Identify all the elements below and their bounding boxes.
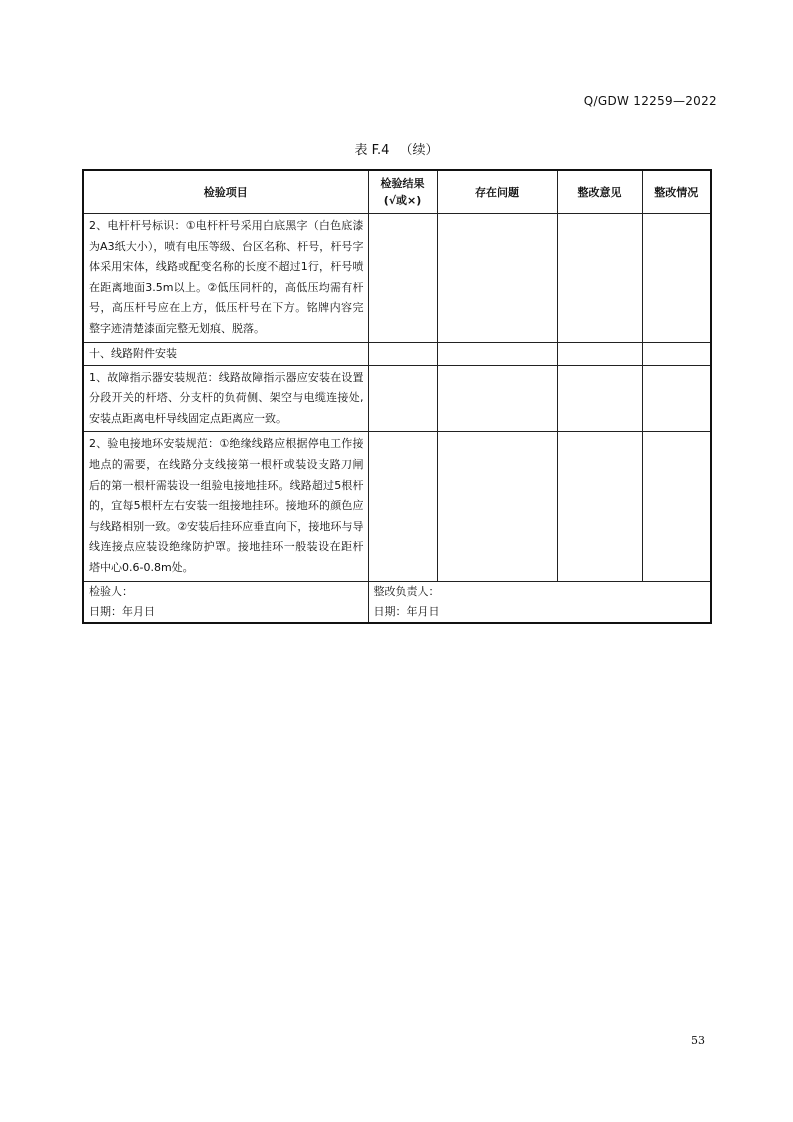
status-cell: [642, 214, 711, 343]
header-item: 检验项目: [83, 170, 368, 214]
item-text: 1、故障指示器安装规范：线路故障指示器应安装在设置分段开关的杆塔、分支杆的负荷侧、架空与电缆连接处,安装点距离电杆导线固定点距离应一致。: [89, 370, 364, 425]
item-text: 2、验电接地环安装规范：①绝缘线路应根据停电工作接地点的需要，在线路分支线接第一根杆或装设支路刀闸后的第一根杆需装设一组验电接地挂环。线路超过5根杆的，宜每5根杆左右安装一组接地挂环。接地环的颜色应与线路相别一致。②安装后挂环应垂直向下，接地环与导线连接点应装设绝缘防护罩。接地挂环一般装设在距杆塔中心0.6-0.8m处。: [89, 437, 364, 574]
rectifier-label: 整改负责人：: [373, 584, 440, 598]
header-opinion: 整改意见: [557, 170, 642, 214]
opinion-cell: [557, 342, 642, 365]
table-header-row: [83, 170, 711, 214]
status-cell: [642, 365, 711, 432]
item-text: 2、电杆杆号标识：①电杆杆号采用白底黑字（白色底漆为A3纸大小），喷有电压等级、台区名称、杆号，杆号字体采用宋体，线路或配变名称的长度不超过1行，杆号喷在距离地面3.5m以上。②低压同杆的，高低压均需有杆号，高压杆号应在上方，低压杆号在下方。铭牌内容完整字迹清楚漆面完整无划痕、脱落。: [89, 219, 364, 335]
header-problem: 存在问题: [437, 170, 557, 214]
inspection-table: [82, 169, 712, 624]
section-cell: [83, 342, 368, 365]
page-number: 53: [691, 1034, 705, 1047]
inspector-signature-cell: [83, 581, 368, 623]
signature-row: [83, 581, 711, 623]
rectifier-signature-cell: [368, 581, 711, 623]
result-cell: [368, 342, 437, 365]
header-result-line2: (√或×): [383, 194, 422, 207]
status-cell: [642, 432, 711, 581]
opinion-cell: [557, 365, 642, 432]
table-title-continued: （续）: [399, 143, 439, 158]
section-row: [83, 342, 711, 365]
header-result: [368, 170, 437, 214]
header-result-line1: 检验结果: [380, 177, 425, 190]
problem-cell: [437, 342, 557, 365]
result-cell: [368, 432, 437, 581]
result-cell: [368, 214, 437, 343]
opinion-cell: [557, 432, 642, 581]
header-status: 整改情况: [642, 170, 711, 214]
item-cell: [83, 365, 368, 432]
table-row: [83, 214, 711, 343]
inspector-date: 日期：年月日: [89, 604, 155, 618]
problem-cell: [437, 214, 557, 343]
inspector-label: 检验人：: [89, 584, 133, 598]
table-title-label: 表 F.4: [354, 143, 390, 158]
document-code: Q/GDW 12259—2022: [583, 94, 717, 108]
problem-cell: [437, 432, 557, 581]
table-row: [83, 365, 711, 432]
table-row: [83, 432, 711, 581]
section-heading: 十、线路附件安装: [89, 346, 177, 360]
result-cell: [368, 365, 437, 432]
rectifier-date: 日期：年月日: [373, 604, 440, 618]
table-title: [0, 139, 793, 158]
item-cell: [83, 432, 368, 581]
item-cell: [83, 214, 368, 343]
status-cell: [642, 342, 711, 365]
problem-cell: [437, 365, 557, 432]
opinion-cell: [557, 214, 642, 343]
